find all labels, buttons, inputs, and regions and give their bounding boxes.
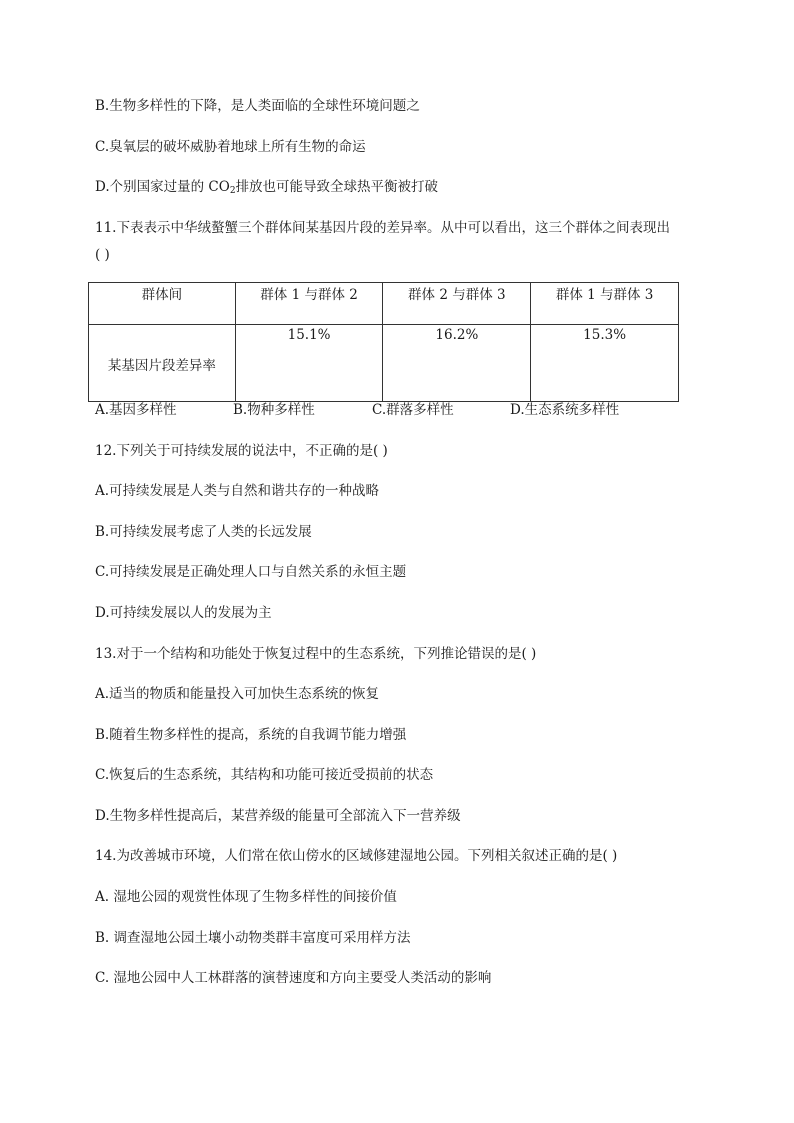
q10-option-b: B.生物多样性的下降，是人类面临的全球性环境问题之 <box>95 98 420 114</box>
q11-option-d: D.生态系统多样性 <box>510 402 620 418</box>
q10-option-d-subscript: 2 <box>229 186 236 196</box>
table-row <box>89 325 679 402</box>
q11-stem-line2: ( ) <box>95 247 110 263</box>
table-header-cell: 群体 2 与群体 3 <box>383 283 531 325</box>
table-cell: 15.1% <box>235 325 383 402</box>
q14-option-c: C. 湿地公园中人工林群落的演替速度和方向主要受人类活动的影响 <box>95 970 492 986</box>
q12-option-b: B.可持续发展考虑了人类的长远发展 <box>95 524 312 540</box>
q10-option-d-suffix: 排放也可能导致全球热平衡被打破 <box>235 179 439 195</box>
q14-stem: 14.为改善城市环境，人们常在依山傍水的区域修建湿地公园。下列相关叙述正确的是( ) <box>95 848 618 864</box>
q11-option-c: C.群落多样性 <box>372 402 454 418</box>
q12-option-a: A.可持续发展是人类与自然和谐共存的一种战略 <box>95 483 380 499</box>
table-cell: 15.3% <box>531 325 679 402</box>
table-cell: 16.2% <box>383 325 531 402</box>
q13-option-a: A.适当的物质和能量投入可加快生态系统的恢复 <box>95 686 380 702</box>
q13-option-d: D.生物多样性提高后，某营养级的能量可全部流入下一营养级 <box>95 808 461 824</box>
q11-stem-line1: 11.下表表示中华绒螯蟹三个群体间某基因片段的差异率。从中可以看出，这三个群体之间表现出 <box>95 220 670 236</box>
q13-option-b: B.随着生物多样性的提高，系统的自我调节能力增强 <box>95 727 407 743</box>
q10-option-d-prefix: D.个别国家过量的 CO <box>95 179 230 195</box>
q10-option-d <box>95 178 438 200</box>
q10-option-c: C.臭氧层的破坏威胁着地球上所有生物的命运 <box>95 139 366 155</box>
q11-difference-table <box>88 282 679 402</box>
q12-option-d: D.可持续发展以人的发展为主 <box>95 605 272 621</box>
table-header-cell: 群体间 <box>89 283 236 325</box>
q14-option-b: B. 调查湿地公园土壤小动物类群丰富度可采用样方法 <box>95 930 411 946</box>
q12-stem: 12.下列关于可持续发展的说法中，不正确的是( ) <box>95 443 388 459</box>
q14-option-a: A. 湿地公园的观赏性体现了生物多样性的间接价值 <box>95 889 397 905</box>
table-header-row <box>89 283 679 325</box>
table-row-label: 某基因片段差异率 <box>89 325 236 402</box>
q11-option-b: B.物种多样性 <box>233 402 315 418</box>
q13-option-c: C.恢复后的生态系统，其结构和功能可接近受损前的状态 <box>95 767 434 783</box>
table-header-cell: 群体 1 与群体 2 <box>235 283 383 325</box>
table-header-cell: 群体 1 与群体 3 <box>531 283 679 325</box>
q12-option-c: C.可持续发展是正确处理人口与自然关系的永恒主题 <box>95 564 407 580</box>
q13-stem: 13.对于一个结构和功能处于恢复过程中的生态系统，下列推论错误的是( ) <box>95 646 537 662</box>
q11-option-a: A.基因多样性 <box>95 402 177 418</box>
